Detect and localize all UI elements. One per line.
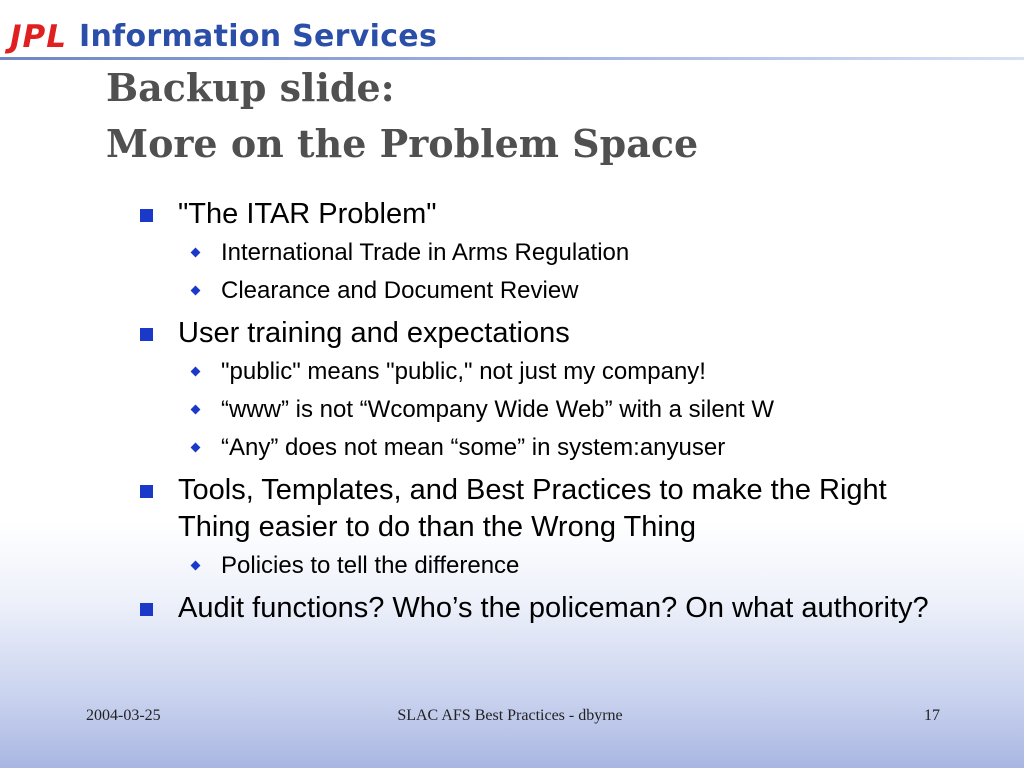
- footer-page-number: 17: [924, 707, 940, 724]
- sub-bullet-item: [192, 429, 940, 466]
- diamond-bullet-icon: [191, 286, 201, 296]
- sub-bullet-text: “Any” does not mean “some” in system:anyuser: [221, 434, 726, 461]
- sub-bullet-text: International Trade in Arms Regulation: [221, 239, 630, 266]
- sub-bullet-item: [192, 391, 940, 428]
- sub-bullet-item: [192, 234, 940, 271]
- square-bullet-icon: [140, 328, 153, 341]
- logo-jpl-text: JPL: [10, 19, 68, 55]
- square-bullet-icon: [140, 603, 153, 616]
- diamond-bullet-icon: [191, 367, 201, 377]
- bullet-text: Tools, Templates, and Best Practices to make the Right Thing easier to do than the Wrong Thing: [178, 474, 887, 543]
- footer-presentation-title: SLAC AFS Best Practices - dbyrne: [397, 707, 623, 724]
- diamond-bullet-icon: [191, 248, 201, 258]
- square-bullet-icon: [140, 485, 153, 498]
- sub-bullet-text: Policies to tell the difference: [221, 552, 520, 579]
- sub-bullet-item: [192, 272, 940, 309]
- title-line-2: More on the Problem Space: [106, 121, 699, 166]
- bullet-item: [140, 196, 940, 233]
- sub-bullet-text: Clearance and Document Review: [221, 277, 579, 304]
- bullet-item: [140, 590, 940, 627]
- title-line-1: Backup slide:: [106, 65, 395, 110]
- bullet-item: [140, 472, 940, 546]
- bullet-item: [140, 315, 940, 352]
- bullet-text: "The ITAR Problem": [178, 198, 437, 230]
- jpl-logo: [10, 20, 437, 54]
- slide-header: [0, 0, 1024, 58]
- sub-bullet-text: "public" means "public," not just my company!: [221, 358, 706, 385]
- logo-services-text: Information Services: [79, 19, 438, 54]
- footer-date: 2004-03-25: [86, 707, 161, 724]
- sub-bullet-item: [192, 547, 940, 584]
- bullet-list: [140, 190, 940, 627]
- diamond-bullet-icon: [191, 443, 201, 453]
- sub-bullet-item: [192, 353, 940, 390]
- bullet-text: Audit functions? Who’s the policeman? On what authority?: [178, 592, 929, 624]
- slide-title: [106, 60, 966, 172]
- sub-bullet-text: “www” is not “Wcompany Wide Web” with a silent W: [221, 396, 775, 423]
- bullet-text: User training and expectations: [178, 317, 570, 349]
- diamond-bullet-icon: [191, 405, 201, 415]
- square-bullet-icon: [140, 209, 153, 222]
- diamond-bullet-icon: [191, 561, 201, 571]
